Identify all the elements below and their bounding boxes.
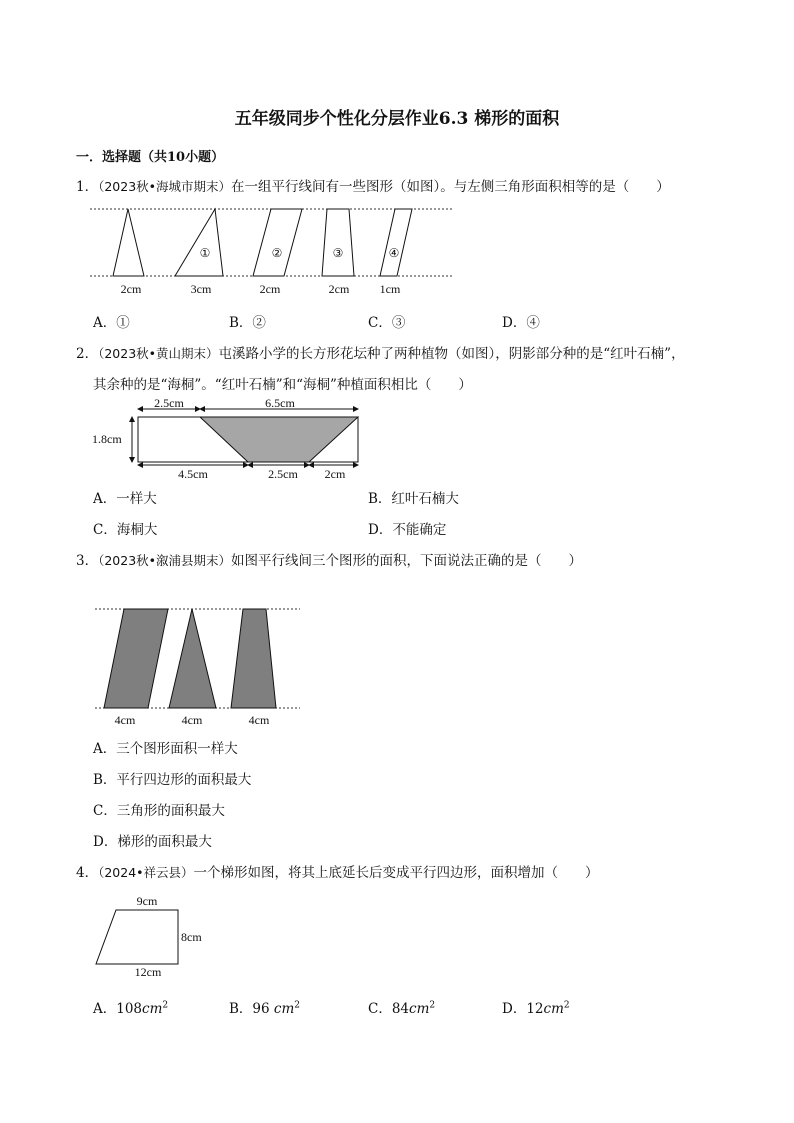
- shape-3-mark: ③: [332, 246, 344, 260]
- shaded-trapezoid: [200, 417, 358, 462]
- question-3: [76, 549, 582, 569]
- option-letter: B．: [229, 1001, 253, 1017]
- base-label: 4cm: [114, 713, 136, 727]
- triangle: [169, 609, 216, 708]
- option-value: 84: [391, 1001, 410, 1017]
- option-unit: cm: [409, 1001, 430, 1017]
- section-header: 一．选择题（共10小题）: [76, 150, 225, 165]
- base-label: 4cm: [248, 713, 270, 727]
- q1-figure: [90, 202, 460, 300]
- shape-3-trapezoid: [322, 209, 354, 276]
- option-value: 96: [252, 1001, 274, 1017]
- question-2: [76, 342, 685, 362]
- question-source: （2023秋•溆浦县期末）: [98, 553, 232, 568]
- shape-4-parallelogram: [380, 209, 412, 276]
- dim-label: 1.8cm: [92, 432, 122, 446]
- option-c[interactable]: C．三角形的面积最大: [93, 803, 225, 819]
- shape-1-mark: ①: [199, 246, 211, 260]
- question-1: [76, 175, 670, 195]
- option-c[interactable]: C．③: [368, 315, 406, 331]
- height-label: 8cm: [181, 930, 202, 944]
- q3-figure: [90, 600, 310, 732]
- option-unit: cm: [543, 1001, 564, 1017]
- option-b[interactable]: B．平行四边形的面积最大: [93, 772, 252, 788]
- option-a[interactable]: [93, 997, 168, 1017]
- base-label: 1cm: [379, 282, 401, 296]
- question-text: 屯溪路小学的长方形花坛种了两种植物（如图），阴影部分种的是“红叶石楠”，: [218, 346, 685, 362]
- option-a[interactable]: A．一样大: [93, 491, 157, 507]
- option-d[interactable]: D．不能确定: [368, 522, 447, 538]
- trapezoid: [231, 609, 276, 708]
- question-4: [76, 861, 599, 881]
- option-d[interactable]: D．④: [502, 315, 540, 331]
- option-b[interactable]: B．红叶石楠大: [368, 491, 459, 507]
- page-title: 五年级同步个性化分层作业6.3 梯形的面积: [234, 109, 560, 129]
- question-source: （2024•祥云县）: [98, 865, 194, 880]
- base-label: 2cm: [259, 282, 281, 296]
- base-label: 3cm: [190, 282, 212, 296]
- option-b[interactable]: [229, 997, 300, 1017]
- base-label: 2cm: [328, 282, 350, 296]
- base-label: 2cm: [120, 282, 142, 296]
- question-number: 4．: [76, 865, 99, 881]
- parallelogram: [104, 609, 168, 708]
- option-d[interactable]: D．梯形的面积最大: [93, 834, 212, 850]
- question-number: 3．: [76, 553, 99, 569]
- option-a[interactable]: A．①: [93, 315, 130, 331]
- question-text: 一个梯形如图，将其上底延长后变成平行四边形，面积增加（ ）: [193, 865, 599, 881]
- option-c[interactable]: C．海桐大: [93, 522, 158, 538]
- option-b[interactable]: B．②: [229, 315, 266, 331]
- question-number: 2．: [76, 346, 99, 362]
- dim-label: 4.5cm: [178, 467, 208, 481]
- shape-2-mark: ②: [271, 246, 283, 260]
- q2-figure: [90, 395, 390, 487]
- dim-label: 2.5cm: [154, 396, 184, 410]
- question-source: （2023秋•海城市期末）: [98, 179, 232, 194]
- question-text: 如图平行线间三个图形的面积，下面说法正确的是（ ）: [231, 553, 583, 569]
- dim-label: 2.5cm: [268, 467, 298, 481]
- shape-1-triangle: [175, 209, 223, 276]
- option-value: 12: [526, 1001, 544, 1017]
- left-triangle: [113, 209, 144, 276]
- question-number: 1．: [76, 179, 99, 195]
- option-exponent: 2: [294, 1000, 301, 1011]
- option-letter: D．: [502, 1001, 527, 1017]
- base-label: 4cm: [181, 713, 203, 727]
- dim-label: 2cm: [324, 467, 346, 481]
- option-letter: A．: [93, 1001, 117, 1017]
- option-a[interactable]: A．三个图形面积一样大: [93, 741, 238, 757]
- option-exponent: 2: [563, 1000, 570, 1011]
- option-unit: cm: [142, 1001, 163, 1017]
- option-unit: cm: [273, 1001, 295, 1017]
- shape-2-parallelogram: [253, 209, 302, 276]
- option-c[interactable]: [368, 997, 435, 1017]
- shape-4-mark: ④: [388, 246, 400, 260]
- trapezoid: [96, 910, 178, 964]
- option-exponent: 2: [162, 1000, 169, 1011]
- option-value: 108: [116, 1001, 143, 1017]
- top-base-label: 9cm: [136, 894, 158, 908]
- option-exponent: 2: [429, 1000, 436, 1011]
- bottom-base-label: 12cm: [134, 965, 162, 979]
- option-letter: C．: [368, 1001, 392, 1017]
- question-text-line-2: 其余种的是“海桐”。“红叶石楠”和“海桐”种植面积相比（ ）: [93, 377, 472, 393]
- question-text: 在一组平行线间有一些图形（如图）。与左侧三角形面积相等的是（ ）: [231, 179, 670, 195]
- dim-label: 6.5cm: [265, 396, 295, 410]
- question-source: （2023秋•黄山期末）: [98, 346, 219, 361]
- q4-figure: [90, 893, 220, 985]
- option-d[interactable]: [502, 997, 570, 1017]
